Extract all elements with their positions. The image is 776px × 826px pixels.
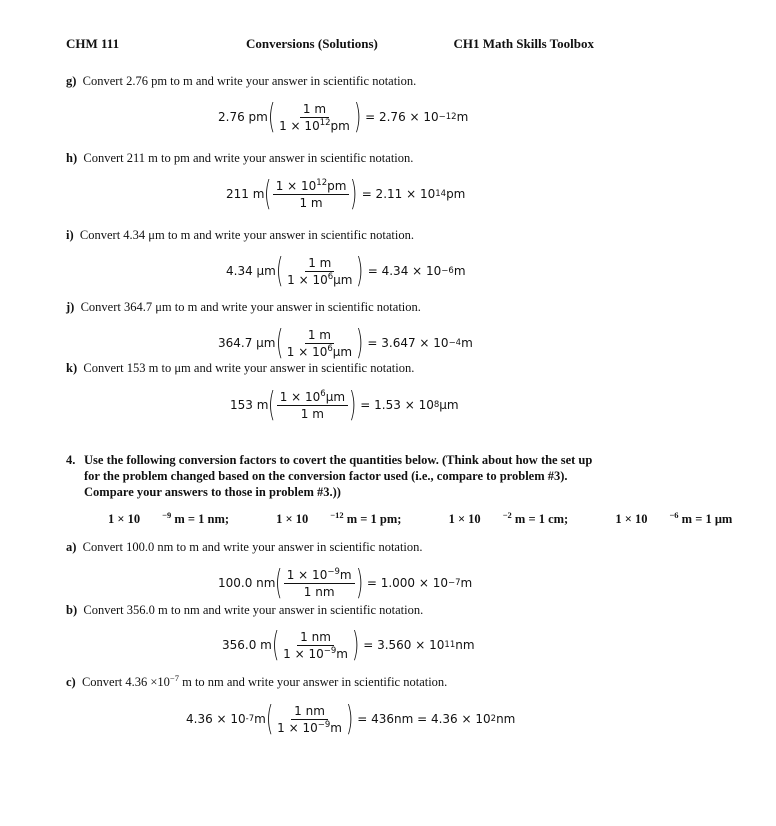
problem-4c-equation: 4.36 × 10 -7 m ( $\frac{1 nm}{1 \times 10^{-9}m}$ ) = 436nm = 4.36 × 10 2 nm <box>186 699 516 739</box>
problem-4b-equation: 356.0 m ( $\frac{1 nm}{1 \times 10^{-9}m}$ ) = 3.560 × 10 11 nm <box>222 625 475 665</box>
factor-cm: 1 × 10 $^{-2}$ m = 1 cm; <box>448 510 569 526</box>
problem-h-equation: 211 m ( $\frac{1 \times 10^{12}pm}{1 m}$ ) = 2.11 × 10 14 pm <box>226 174 466 214</box>
unit-title: CH1 Math Skills Toolbox <box>453 36 594 51</box>
factor-pm: 1 × 10 $^{-12}$ m = 1 pm; <box>276 510 402 526</box>
conversion-fraction: $\frac{1 \times 10^{-9}m}{1 nm}$ <box>284 568 355 599</box>
problem-i-equation: 4.34 μm ( $\frac{1 m}{1 \times 10^6\mu m}$ ) = 4.34 × 10 −6 m <box>226 251 466 291</box>
conversion-fraction: $\frac{1 m}{1 \times 10^{12}pm}$ <box>279 101 350 133</box>
conversion-fraction: $\frac{1 nm}{1 \times 10^{-9}m}$ <box>283 629 348 661</box>
problem-k-prompt: k) Convert 153 m to μm and write your answer in scientific notation. <box>66 361 415 375</box>
section-4-instructions: 4. Use the following conversion factors to covert the quantities below. (Think about how the set up for the problem changed based on the conversion factor used (i.e., compare to problem #3). Compare your answers to those in problem #3.)) <box>66 453 593 499</box>
problem-j-equation: 364.7 μm ( $\frac{1 m}{1 \times 10^6\mu m}$ ) = 3.647 × 10 −4 m <box>218 323 473 363</box>
problem-k-equation: 153 m ( $\frac{1 \times 10^6\mu m}{1 m}$ ) = 1.53 × 10 8 μm <box>230 385 459 425</box>
problem-4a-prompt: a) Convert 100.0 nm to m and write your answer in scientific notation. <box>66 540 423 554</box>
page-title: Conversions (Solutions) <box>246 36 378 51</box>
problem-4c-prompt: c) Convert $4.36 \times 10^{-7}$ m to nm and write your answer in scientific notation. <box>66 673 448 689</box>
conversion-fraction: $\frac{1 m}{1 \times 10^6\mu m}$ <box>286 327 353 359</box>
conversion-fraction: $\frac{1 m}{1 \times 10^6\mu m}$ <box>287 255 353 287</box>
problem-g-prompt: g) Convert 2.76 pm to m and write your answer in scientific notation. <box>66 74 417 88</box>
problem-i-prompt: i) Convert 4.34 μm to m and write your answer in scientific notation. <box>66 228 414 242</box>
page-header <box>66 36 594 54</box>
factor-um: 1 × 10 $^{-6}$ m = 1 μm <box>615 510 733 526</box>
conversion-fraction: $\frac{1 \times 10^6\mu m}{1 m}$ <box>277 390 348 421</box>
problem-4b-prompt: b) Convert 356.0 m to nm and write your answer in scientific notation. <box>66 603 424 617</box>
course-code: CHM 111 <box>66 36 120 51</box>
conversion-fraction: $\frac{1 nm}{1 \times 10^{-9}m}$ <box>277 703 342 735</box>
problem-h-prompt: h) Convert 211 m to pm and write your answer in scientific notation. <box>66 151 414 165</box>
conversion-fraction: $\frac{1 \times 10^{12}pm}{1 m}$ <box>273 179 350 210</box>
problem-g-equation: 2.76 pm ( $\frac{1 m}{1 \times 10^{12}pm}$ ) = 2.76 × 10 −12 m <box>218 97 469 137</box>
conversion-factors <box>108 512 776 527</box>
problem-j-prompt: j) Convert 364.7 μm to m and write your answer in scientific notation. <box>66 300 421 314</box>
factor-nm: 1 × 10 $^{-9}$ m = 1 nm; <box>108 510 230 526</box>
problem-4a-equation: 100.0 nm ( $\frac{1 \times 10^{-9}m}{1 nm}$ ) = 1.000 × 10 −7 m <box>218 563 473 603</box>
